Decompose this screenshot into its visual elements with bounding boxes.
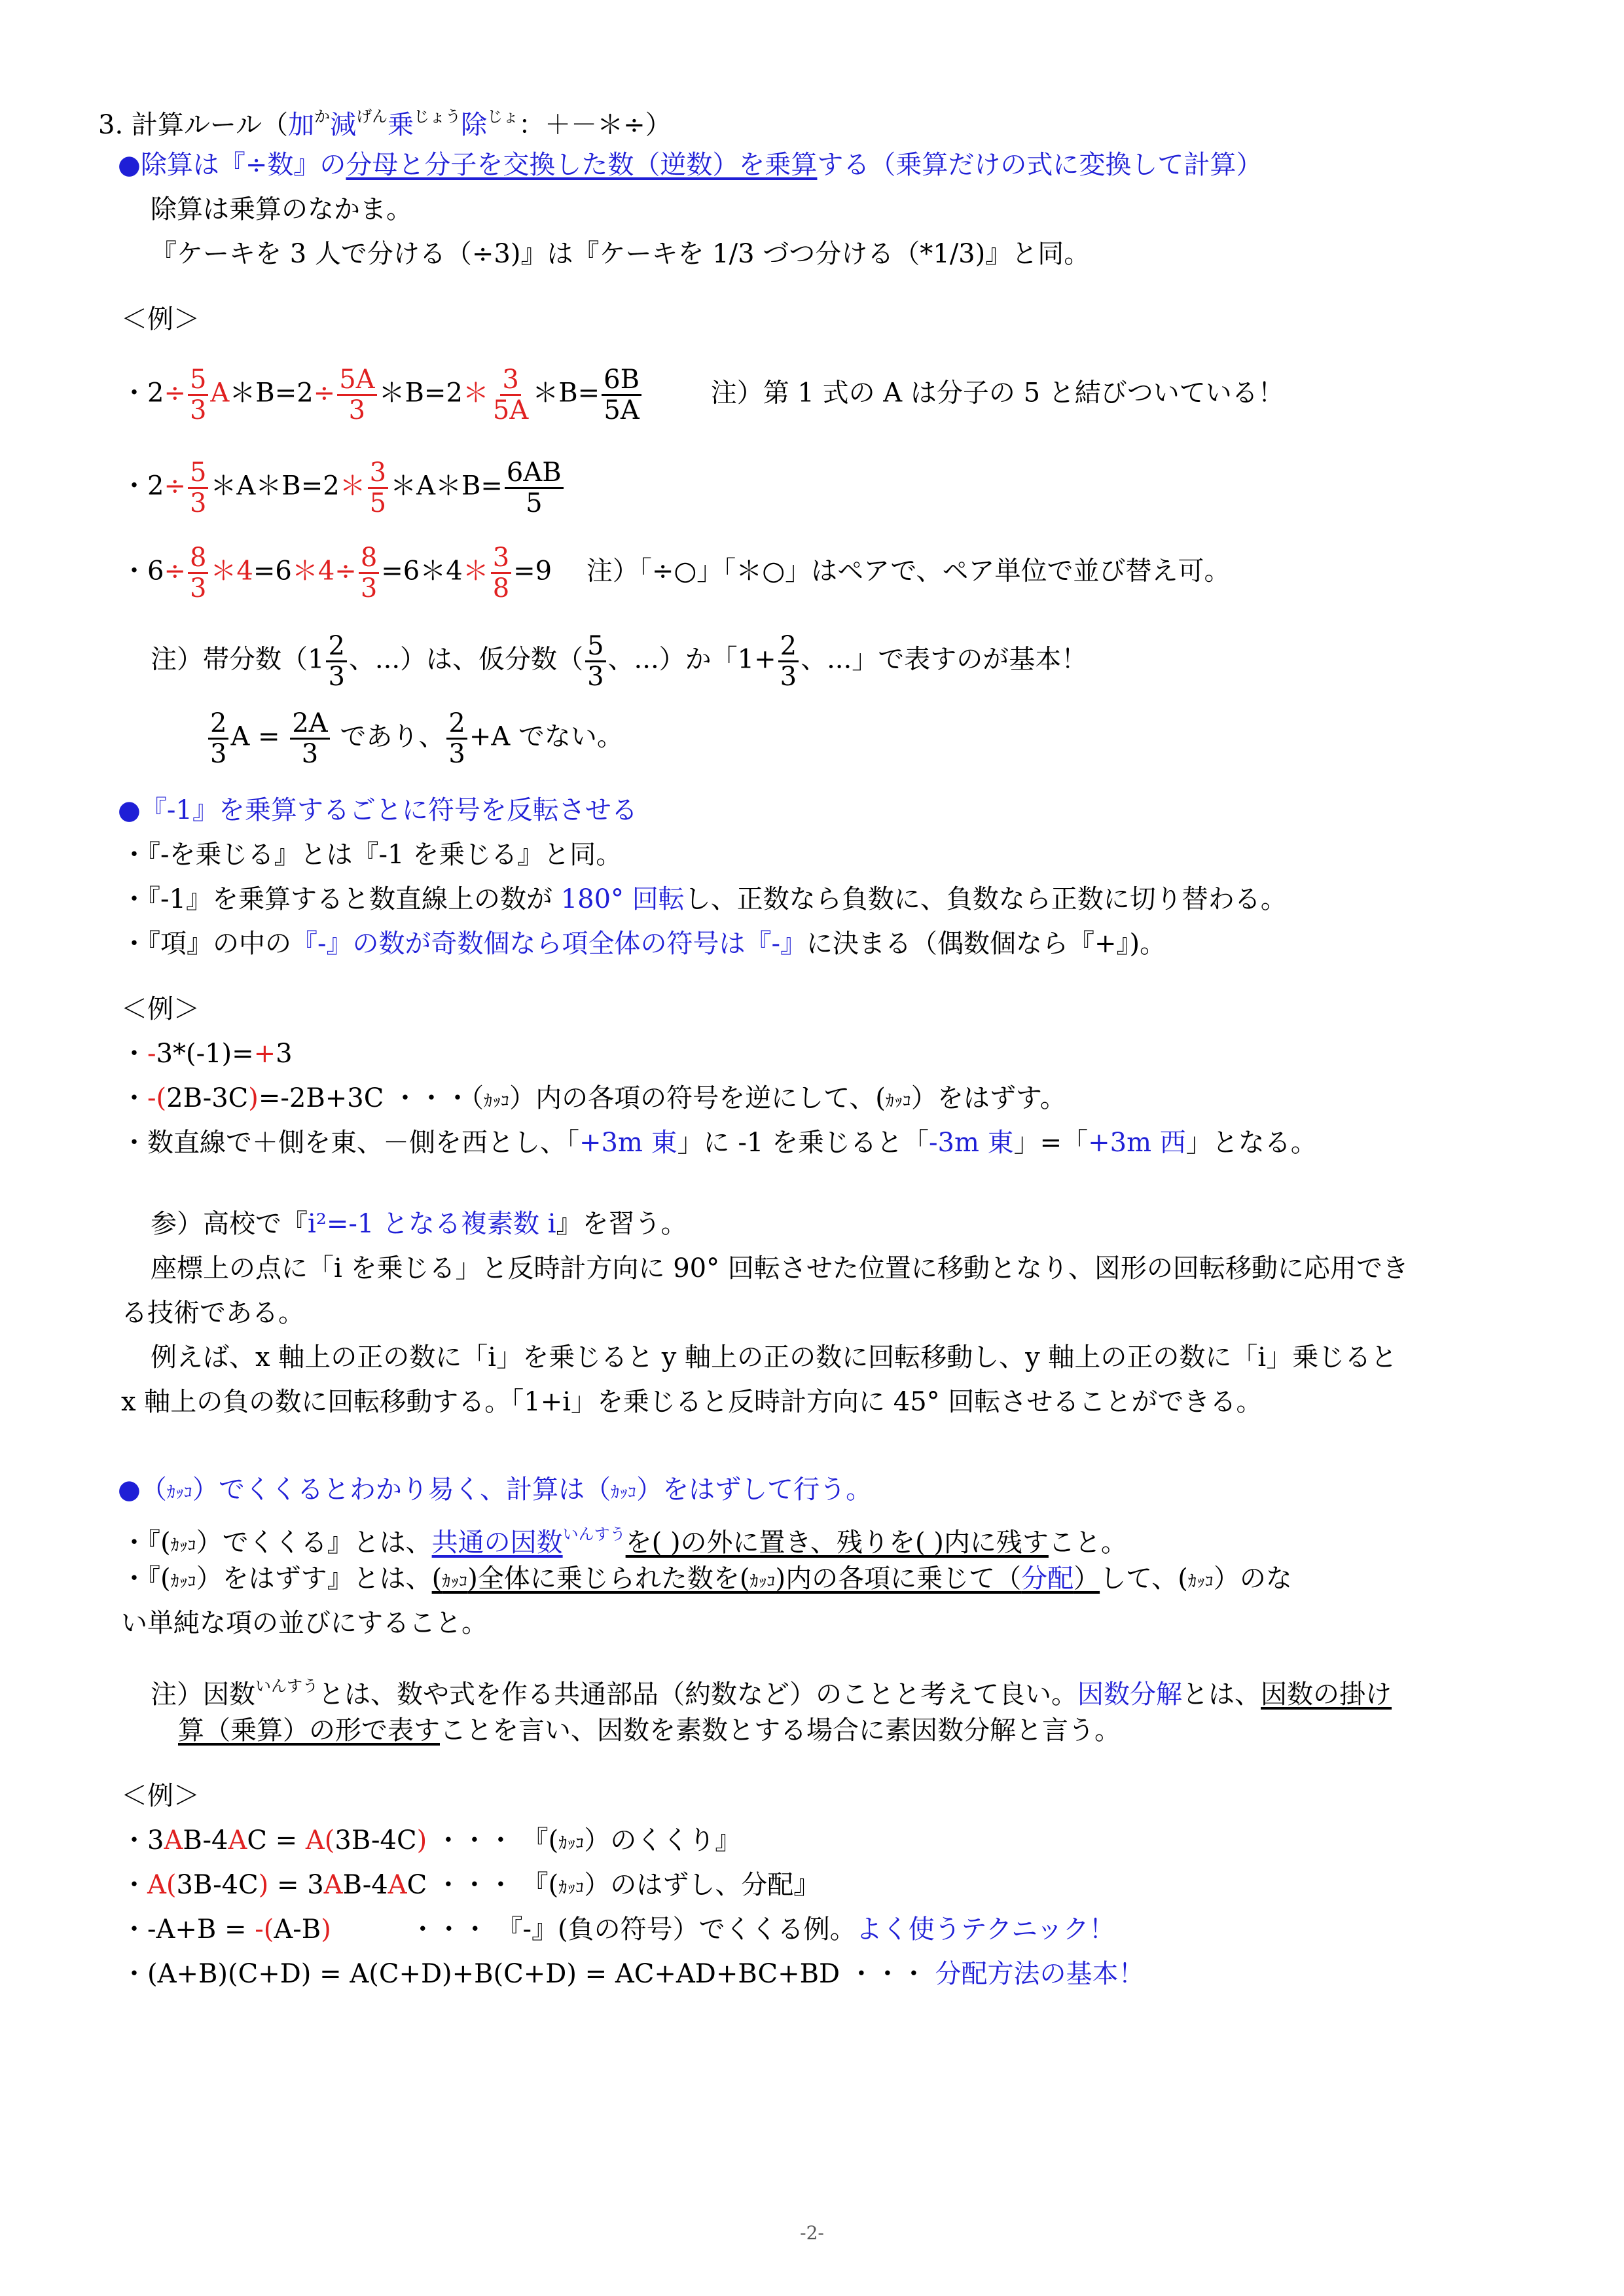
fraction: $\frac{5}{3}$ [585, 632, 605, 691]
paren-line-2: ・『(ｶｯｺ）をはずす』とは、(ｶｯｺ)全体に乗じられた数を(ｶｯｺ)内の各項に乗じて（分配）して、(ｶｯｺ）のな [121, 1564, 1292, 1594]
mixed-fraction-note: 注）帯分数（1 $\frac{2}{3}$ 、...）は、仮分数（ $\frac{5}{3}$ 、...）か「1+ $\frac{2}{3}$ 、...」で表すのが基本！ [151, 631, 1088, 692]
fraction: $\frac{5A}{3}$ [337, 365, 376, 425]
fraction: $\frac{2}{3}$ [326, 632, 346, 691]
division-para-2: 『ケーキを 3 人で分ける（÷3)』は『ケーキを 1/3 づつ分ける（*1/3)』と同。 [151, 239, 1091, 269]
paren-example-2: ・A(3B-4C) = 3AB-4AC ・・・ 『(ｶｯｺ）のはずし、分配』 [121, 1870, 820, 1900]
example-label: ＜例＞ [121, 304, 200, 334]
sign-example-2: ・-(2B-3C)=-2B+3C ・・・（ｶｯｺ）内の各項の符号を逆にして、(ｶｯｺ）をはずす。 [121, 1083, 1066, 1113]
fraction: $\frac{6B}{5A}$ [602, 365, 641, 425]
equation-note: 注）「÷○」「＊○」はペアで、ペア単位で並び替え可。 [586, 556, 1231, 586]
sign-line-1: ・『-を乗じる』とは『-1 を乗じる』と同。 [121, 840, 623, 870]
paren-line-1: ・『(ｶｯｺ）でくくる』とは、共通の因数$^{いんすう}$を( )の外に置き、残りを( )内に残すこと。 [121, 1525, 1127, 1558]
factor-note-1: 注）因数$^{いんすう}$とは、数や式を作る共通部品（約数など）のことと考えて良い。因数分解とは、因数の掛け [151, 1677, 1392, 1710]
fraction-note: $\frac{2}{3}$ A = $\frac{2A}{3}$ であり、 $\frac{2}{3}$ +A でない。 [206, 709, 623, 768]
bullet-icon: ● [118, 795, 141, 825]
fraction: $\frac{8}{3}$ [359, 543, 379, 603]
sign-example-3: ・数直線で＋側を東、－側を西とし、「+3m 東」に -1 を乗じると「-3m 東」=「+3m 西」となる。 [121, 1128, 1317, 1158]
fraction: $\frac{3}{8}$ [491, 543, 511, 603]
sign-example-1: ・-3*(-1)=+3 [121, 1039, 293, 1069]
factor-note-2: 算（乗算）の形で表すことを言い、因数を素数とする場合に素因数分解と言う。 [178, 1715, 1121, 1746]
fraction: $\frac{5}{3}$ [188, 365, 208, 425]
paren-example-3: ・-A+B = -(A-B) ・・・ 『-』(負の符号）でくくる例。よく使うテクニック！ [121, 1914, 1115, 1945]
sign-line-3: ・『項』の中の『-』の数が奇数個なら項全体の符号は『-』に決まる（偶数個なら『+』)。 [121, 929, 1166, 959]
page-number: -2- [800, 2222, 824, 2244]
paren-heading: ●（ｶｯｺ）でくくるとわかり易く、計算は（ｶｯｺ）をはずして行う。 [118, 1475, 873, 1505]
reference-line-4: 例えば、x 軸上の正の数に「i」を乗じると y 軸上の正の数に回転移動し、y 軸上の正の数に「i」乗じると [151, 1342, 1398, 1372]
division-equation-1: ・2÷ $\frac{5}{3}$ A＊B=2÷ $\frac{5A}{3}$ ＊B=2＊ $\frac{3}{5A}$ ＊B= $\frac{6B}{5A}$ 注）第 1 式の A は分子の 5 と結びついている！ [121, 365, 1284, 425]
bullet-icon: ● [118, 1475, 141, 1505]
equation-note: 注）第 1 式の A は分子の 5 と結びついている！ [710, 378, 1284, 408]
fraction: $\frac{8}{3}$ [188, 543, 208, 603]
section-number: 3. [98, 110, 132, 140]
fraction: $\frac{6AB}{5}$ [505, 458, 564, 518]
fraction: $\frac{2}{3}$ [778, 632, 799, 691]
division-heading: ●除算は『÷数』の分母と分子を交換した数（逆数）を乗算する（乗算だけの式に変換して計算） [118, 150, 1263, 180]
reference-line-2: 座標上の点に「i を乗じる」と反時計方向に 90° 回転させた位置に移動となり、図形の回転移動に応用でき [151, 1253, 1409, 1283]
fraction: $\frac{2}{3}$ [446, 709, 467, 768]
paren-example-1: ・3AB-4AC = A(3B-4C) ・・・ 『(ｶｯｺ）のくくり』 [121, 1825, 742, 1856]
example-label: ＜例＞ [121, 994, 200, 1024]
fraction: $\frac{3}{5}$ [368, 458, 388, 518]
fraction: $\frac{2A}{3}$ [290, 709, 329, 768]
fraction: $\frac{5}{3}$ [188, 458, 208, 518]
fraction: $\frac{3}{5A}$ [492, 365, 529, 425]
section-title: 3. 計算ルール（加$^か$減$^{げん}$乗$^{じょう}$除$^{じょ}$：＋－＊÷） [98, 107, 672, 140]
fraction: $\frac{2}{3}$ [208, 709, 228, 768]
example-label: ＜例＞ [121, 1781, 200, 1811]
division-para-1: 除算は乗算のなかま。 [151, 194, 412, 224]
reference-line-3: る技術である。 [121, 1298, 304, 1328]
bullet-icon: ● [118, 150, 141, 180]
reference-line-5: x 軸上の負の数に回転移動する。「1+i」を乗じると反時計方向に 45° 回転させることができる。 [121, 1387, 1263, 1417]
division-equation-3: ・6÷ $\frac{8}{3}$ ＊4=6＊4÷ $\frac{8}{3}$ =6＊4＊ $\frac{3}{8}$ =9 注）「÷○」「＊○」はペアで、ペア単位で並び替え可。 [121, 543, 1231, 603]
paren-line-3: い単純な項の並びにすること。 [121, 1608, 488, 1638]
paren-example-4: ・(A+B)(C+D) = A(C+D)+B(C+D) = AC+AD+BC+BD ・・・ 分配方法の基本！ [121, 1959, 1145, 1989]
division-equation-2: ・2÷ $\frac{5}{3}$ ＊A＊B=2＊ $\frac{3}{5}$ ＊A＊B= $\frac{6AB}{5}$ [121, 458, 566, 518]
sign-line-2: ・『-1』を乗算すると数直線上の数が 180° 回転し、正数なら負数に、負数なら正数に切り替わる。 [121, 884, 1287, 914]
reference-line-1: 参）高校で『i²=-1 となる複素数 i』を習う。 [151, 1209, 687, 1239]
sign-heading: ●『-1』を乗算するごとに符号を反転させる [118, 795, 638, 825]
